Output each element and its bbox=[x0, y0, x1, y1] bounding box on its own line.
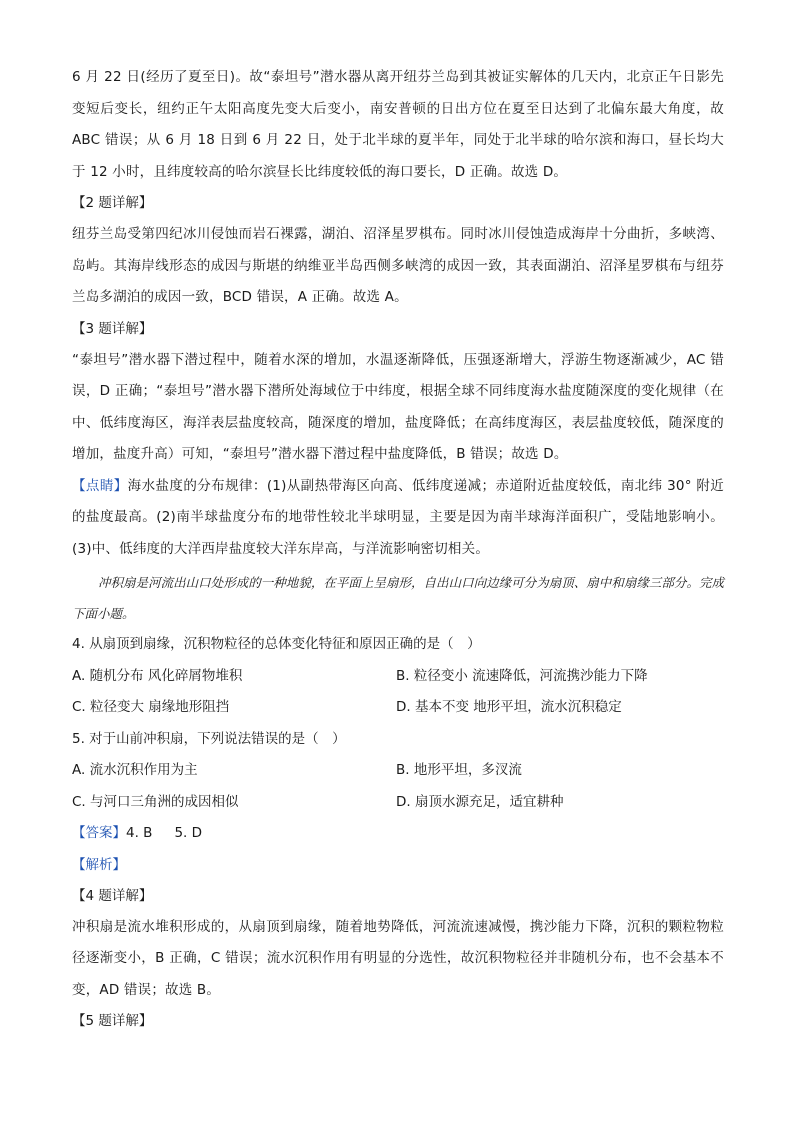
question-5-option-d: D. 扇顶水源充足，适宜耕种 bbox=[396, 793, 564, 810]
question-5-option-b: B. 地形平坦，多汊流 bbox=[396, 762, 522, 778]
question-4-option-b: B. 粒径变小 流速降低，河流携沙能力下降 bbox=[396, 667, 648, 684]
question-5-stem: 5. 对于山前冲积扇，下列说法错误的是（ ） bbox=[72, 730, 346, 747]
alluvial-fan-intro: 冲积扇是河流出山口处形成的一种地貌，在平面上呈扇形，自出山口向边缘可分为扇顶、扇中和扇缘三部分。完成下面小题。 bbox=[72, 575, 724, 621]
answer-line bbox=[72, 818, 724, 850]
key-point-text: 海水盐度的分布规律：(1)从副热带海区向高、低纬度递减；赤道附近盐度较低，南北纬 30° 附近的盐度最高。(2)南半球盐度分布的地带性较北半球明显，主要是因为南半球海洋面积广，受陆地影响小。(3)中、低纬度的大洋西岸盐度较大洋东岸高，与洋流影响密切相关。 bbox=[72, 477, 724, 557]
question-5-options-row-1 bbox=[72, 755, 724, 787]
question-5-options-row-2 bbox=[72, 787, 724, 819]
answer-5: 5. D bbox=[174, 825, 203, 841]
answer-4: 4. B bbox=[126, 825, 153, 841]
document-page bbox=[72, 62, 724, 1037]
explanation-q2-paragraph: 纽芬兰岛受第四纪冰川侵蚀而岩石裸露，湖泊、沼泽星罗棋布。同时冰川侵蚀造成海岸十分曲折，多峡湾、岛屿。其海岸线形态的成因与斯堪的纳维亚半岛西侧多峡湾的成因一致，其表面湖泊、沼泽星罗棋布与纽芬兰岛多湖泊的成因一致，BCD 错误，A 正确。故选 A。 bbox=[72, 226, 724, 305]
analysis-tag: 【解析】 bbox=[72, 856, 126, 873]
question-4-option-a: A. 随机分布 风化碎屑物堆积 bbox=[72, 667, 243, 684]
q5-detail-heading: 【5 题详解】 bbox=[72, 1013, 153, 1029]
explanation-q1-paragraph: 6 月 22 日(经历了夏至日)。故“泰坦号”潜水器从离开纽芬兰岛到其被证实解体的几天内，北京正午日影先变短后变长，纽约正午太阳高度先变大后变小，南安普顿的日出方位在夏至日达到了北偏东最大角度，故 ABC 错误；从 6 月 18 日到 6 月 22 日，处于北半球的夏半年，同处于北半球的哈尔滨和海口，昼长均大于 12 小时，且纬度较高的哈尔滨昼长比纬度较低的海口要长，D 正确。故选 D。 bbox=[72, 69, 724, 180]
key-point-paragraph bbox=[72, 471, 724, 566]
answer-tag: 【答案】 bbox=[72, 825, 126, 841]
q4-detail-heading: 【4 题详解】 bbox=[72, 887, 153, 904]
question-4-option-d: D. 基本不变 地形平坦，流水沉积稳定 bbox=[396, 699, 622, 715]
question-4-stem: 4. 从扇顶到扇缘，沉积物粒径的总体变化特征和原因正确的是（ ） bbox=[72, 636, 481, 652]
question-4-option-c: C. 粒径变大 扇缘地形阻挡 bbox=[72, 699, 230, 715]
question-5-option-c: C. 与河口三角洲的成因相似 bbox=[72, 793, 239, 810]
question-4-options-row-1 bbox=[72, 661, 724, 693]
key-point-tag: 【点睛】 bbox=[72, 477, 128, 494]
q3-detail-heading: 【3 题详解】 bbox=[72, 320, 153, 337]
question-4-options-row-2 bbox=[72, 692, 724, 724]
question-5-option-a: A. 流水沉积作用为主 bbox=[72, 762, 198, 778]
explanation-q3-paragraph: “泰坦号”潜水器下潜过程中，随着水深的增加，水温逐渐降低，压强逐渐增大，浮游生物逐渐减少，AC 错误，D 正确；“泰坦号”潜水器下潜所处海域位于中纬度，根据全球不同纬度海水盐度随深度的变化规律（在中、低纬度海区，海洋表层盐度较高，随深度的增加，盐度降低；在高纬度海区，表层盐度较低，随深度的增加，盐度升高）可知，“泰坦号”潜水器下潜过程中盐度降低，B 错误；故选 D。 bbox=[72, 351, 724, 462]
explanation-q4-paragraph: 冲积扇是流水堆积形成的，从扇顶到扇缘，随着地势降低，河流流速减慢，携沙能力下降，沉积的颗粒物粒径逐渐变小，B 正确，C 错误；流水沉积作用有明显的分选性，故沉积物粒径并非随机分布，也不会基本不变，AD 错误；故选 B。 bbox=[72, 918, 724, 998]
q2-detail-heading: 【2 题详解】 bbox=[72, 195, 153, 211]
